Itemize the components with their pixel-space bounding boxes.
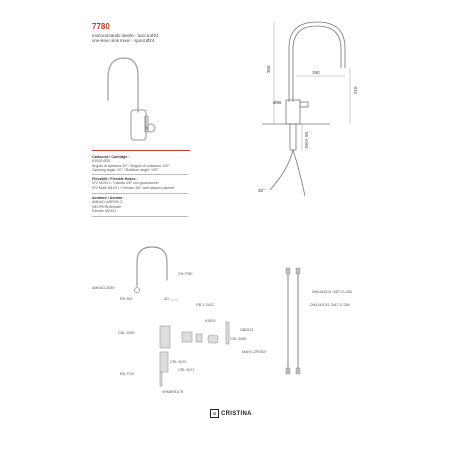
cartridge-title: Cartuccia / Cartridge : xyxy=(92,155,130,159)
dim-350-label: 350 xyxy=(266,65,271,73)
profile-lever xyxy=(300,102,308,107)
dim-190-label: 190 xyxy=(312,70,320,75)
part-label: CRL-3070 xyxy=(170,360,187,364)
aerator-title: Aeratore / Aerator : xyxy=(92,196,125,200)
exploded-aerator xyxy=(135,288,140,293)
exploded-body xyxy=(160,326,170,348)
aerator-line-3: Female M24X1 xyxy=(92,209,117,214)
dim-max50-label: MAX 50 xyxy=(304,131,309,148)
exploded-handle xyxy=(208,335,218,343)
dim-66-label: Ø66 xyxy=(273,100,282,105)
exploded-spout xyxy=(137,247,167,286)
hose-left-top-fitting xyxy=(286,268,290,274)
cartridge-line-2: Angolo di apertura 20° / Angolo di rotazione 100° xyxy=(92,163,170,168)
brand-logo xyxy=(210,409,252,418)
aerator-line-1: AMKAO-ARROK-3 xyxy=(92,200,123,205)
exploded-shank xyxy=(160,372,162,386)
part-label: AD xyxy=(164,297,169,301)
profile-spout-inner xyxy=(293,26,341,102)
exploded-ring xyxy=(196,334,202,342)
exploded-lever xyxy=(226,322,229,344)
small-faucet-spout xyxy=(108,58,138,112)
hoses-title: Flessibili / Flexible Hoses : xyxy=(92,177,138,181)
profile-shank xyxy=(290,124,296,150)
description-english: one-lever sink mixer - spout Ø24 xyxy=(92,38,155,44)
cartridge-line-1: K3929 Ø35 xyxy=(92,159,111,164)
cartridge-line-3: Opening angle: 20° / Rotation angle: 100° xyxy=(92,168,159,173)
brand-mark-icon: G xyxy=(210,409,219,418)
part-label: CRL-3090 xyxy=(230,337,247,341)
part-label: AMKAO-ZB5Y xyxy=(92,286,116,290)
part-label: EN-7720 xyxy=(120,372,135,376)
part-label: OR 3-2412 xyxy=(196,303,214,307)
description-italian: monocomando lavello - bocca Ø24 xyxy=(92,33,159,38)
part-label: K3929 xyxy=(205,319,216,323)
hose-label: DN4-M10X1-3/8"CG-350 xyxy=(312,290,352,294)
hoses-line-1: N°2 M10X1 / Calotta 3/8" con guarnizione xyxy=(92,181,159,186)
product-code: 7780 xyxy=(92,22,110,31)
part-label: MAHG-2R0507 xyxy=(242,350,267,354)
dim-35-label: 35° xyxy=(258,188,265,193)
hose-right-top-fitting xyxy=(296,268,300,274)
hose-right-bottom-fitting xyxy=(296,368,300,374)
part-label: VHM8F81CR xyxy=(162,390,184,394)
exploded-cartridge xyxy=(182,332,192,342)
profile-hose-left xyxy=(270,150,293,190)
hoses-line-2: N°2 Male M10X1 / Female 3/8" with washer painted xyxy=(92,185,175,190)
aerator-line-2: NEOPERL/female xyxy=(92,204,121,209)
part-label: CN-7780 xyxy=(178,272,193,276)
hose-label: DN4-M10X1-3/8"CG-350 xyxy=(310,303,350,307)
part-label: CRL-3090 xyxy=(118,331,135,335)
exploded-sleeve xyxy=(160,352,168,372)
profile-body xyxy=(286,100,300,124)
brand-name: CRISTINA xyxy=(221,410,252,417)
part-label: CRL-3071 xyxy=(178,368,195,372)
dim-215-label: 215 xyxy=(353,86,358,94)
hose-left-bottom-fitting xyxy=(286,368,290,374)
part-label: RH-353 xyxy=(120,297,133,301)
small-faucet-body xyxy=(131,110,146,140)
part-label: GB5224 xyxy=(240,328,254,332)
profile-hose-right xyxy=(293,150,305,196)
